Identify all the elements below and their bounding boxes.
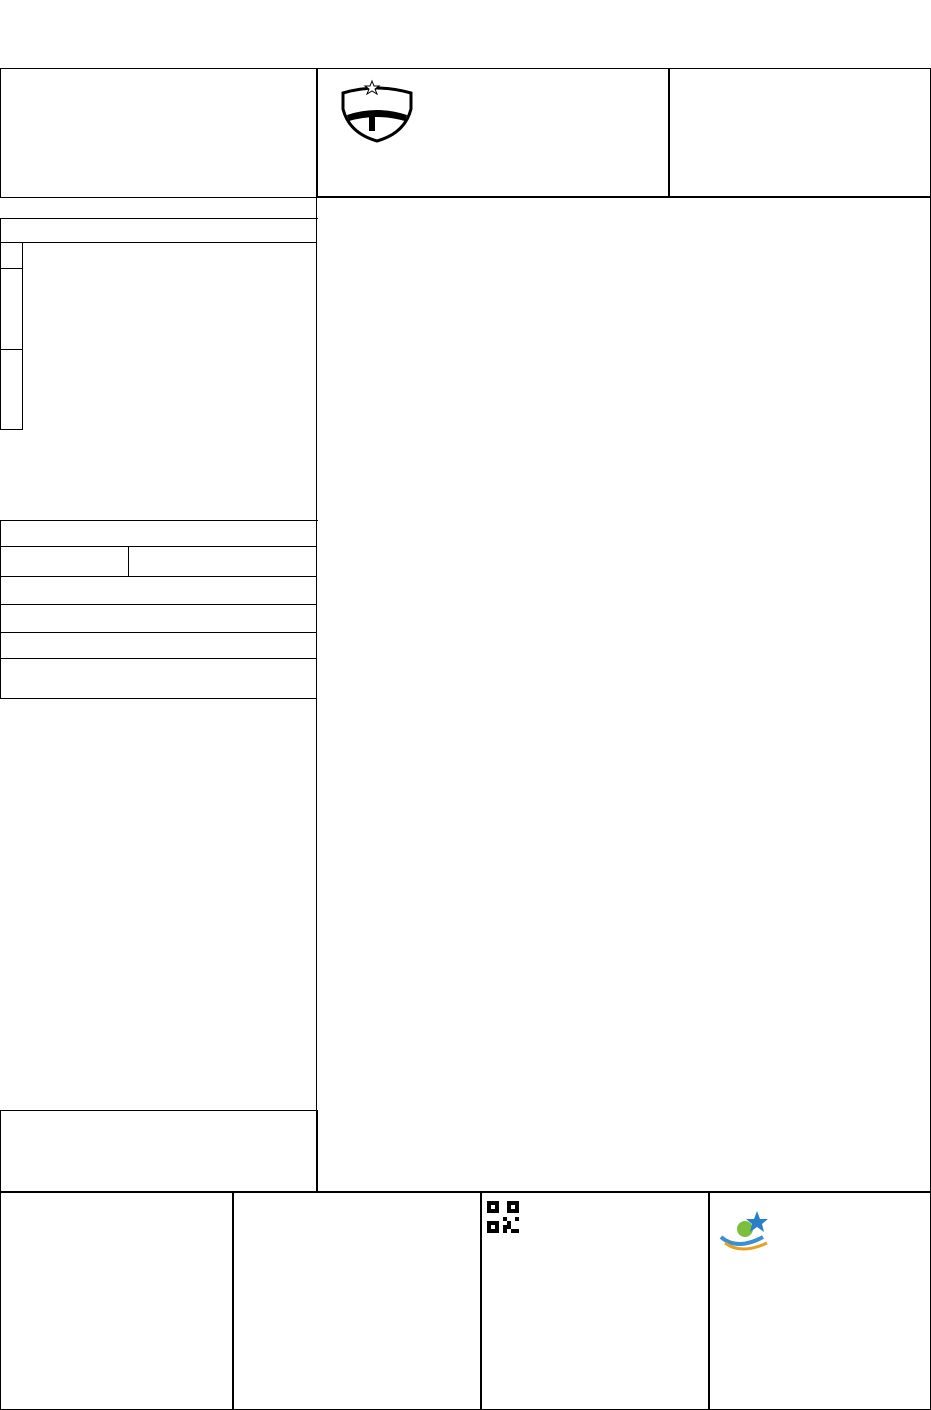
sacraments-title [1,577,317,605]
mass-group-saturday [1,242,23,269]
servers-title [1,633,317,659]
mass-schedule [0,218,318,243]
parish-logo-icon [339,79,415,143]
right-column [316,196,931,1192]
catechumen-time [1,547,129,577]
qr-code-icon [487,1201,519,1233]
mass-grid [0,242,318,430]
parish-box [316,68,670,198]
catechumen-place [129,547,317,577]
mass-group-weekday [1,350,23,430]
account-left [0,1110,318,1192]
care-logo-icon [717,1207,773,1257]
ad-visit-care [708,1192,931,1410]
mass-title [1,219,317,243]
contact-box [668,68,931,198]
cleaning-note [1,659,317,699]
stats-title [1,605,317,633]
catechumen-section [0,520,318,699]
staff-box [0,68,318,198]
ad-post-insurance [0,1192,234,1410]
mass-group-sunday [1,269,23,350]
ad-daycare [480,1192,710,1410]
ad-realty [232,1192,482,1410]
catechumen-title [1,521,317,547]
